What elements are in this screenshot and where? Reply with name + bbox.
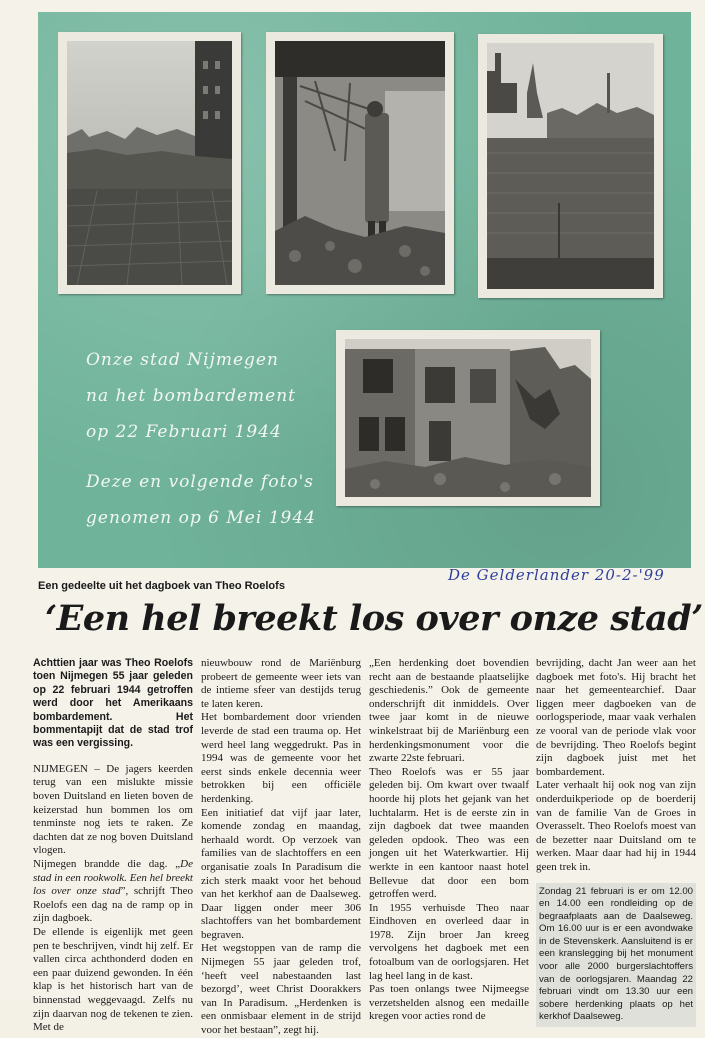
paragraph: NIJMEGEN – De jagers keerden terug van een mislukte missie boven Duitsland en lieten boven de keizerstad hun bommen los om tenminste nog iets te raken. Ze dachten dat ze nog boven Duitsland vlogen.: [33, 762, 193, 857]
handwritten-source-note: De Gelderlander 20-2-'99: [448, 566, 665, 584]
man-in-rubble-photo: [266, 32, 454, 294]
article-kicker: Een gedeelte uit het dagboek van Theo Roelofs: [38, 580, 285, 592]
paragraph: Nijmegen brandde die dag. „De stad in een rookwolk. Een hel breekt los over onze stad”, schrijft Theo Roelofs een dag na de ramp op in zijn dagboek.: [33, 858, 193, 925]
paragraph: bevrijding, dacht Jan weer aan het dagboek met foto's. Hij bracht het naar het gemeentearchief. Daar liggen meer dagboeken van de oorlogsperiode, maar vaak verhalen ze vooral van de periode vlak voor de bevrijding. Theo Roelofs begint zijn dagboek juist met het bombardement.: [536, 657, 696, 778]
article-column-2: [201, 657, 361, 1037]
article-column-1: [33, 657, 193, 1034]
caption-line: Deze en volgende foto's: [86, 472, 315, 492]
article-body: [33, 657, 696, 1037]
article-column-4: [536, 657, 696, 1023]
paragraph: Het wegstoppen van de ramp die Nijmegen 55 jaar geleden trof, ‘heeft veel nabestaanden last bezorgd’, weet Christ Doorakkers van In Paradisum. „Herdenken is een onmisbaar element in de strijd voor het bestaan”, zegt hij.: [201, 942, 361, 1037]
paragraph: Theo Roelofs was er 55 jaar geleden bij. Om kwart over twaalf hoorde hij plots het gejank van het luchtalarm. Het is de eerste zin in zijn dagboek dat twee maanden geleden opdook. Theo was een jongen uit het Waterkwartier. Hij werkte in een kantoor naast hotel Bellevue dat door een bom getroffen werd.: [369, 765, 529, 901]
paragraph: „Een herdenking doet bovendien recht aan de bestaande plaatselijke geschiedenis.” Ook de gemeente onderschrijft dit inmiddels. Over twee jaar komt in de nieuwe winkelstraat bij de Mariënburg een herdenkingsmonument voor die zwarte 22ste februari.: [369, 657, 529, 765]
caption-line: na het bombardement: [86, 386, 297, 406]
paragraph: De ellende is eigenlijk met geen pen te beschrijven, vindt hij zelf. Er vallen circa achthonderd doden en een paar duizend gewonden. In één klap is het historisch hart van de binnenstad weggevaagd. Zelfs nu zijn daarvan nog de tekenen te zien. Met de: [33, 925, 193, 1034]
paragraph: Het bombardement door vrienden leverde de stad een trauma op. Het werd heel lang weggedrukt. Pas in 1994 was de gemeente voor het eerst sinds enkele decennia weer betrokken bij een officiële herdenking.: [201, 711, 361, 805]
commemoration-info-box: Zondag 21 februari is er om 12.00 en 14.00 een rondleiding op de begraafplaats aan de Daalseweg. Om 16.00 uur is er een avondwake in de Stevenskerk. Aansluitend is er een kranslegging bij het monument voor alle 2000 burgerslachtoffers van de oorlogsjaren. Maandag 22 februari vindt om 13.30 uur een sobere herdenking plaats op het kerkhof Daalseweg.: [536, 883, 696, 1028]
paragraph: Later verhaalt hij ook nog van zijn onderduikperiode op de boerderij van de familie Van de Groes in Overasselt. Theo Roelofs moest van de bezetter naar Duitsland om te werken. Maar daar had hij in 1944 geen trek in.: [536, 779, 696, 873]
paragraph: Pas toen onlangs twee Nijmeegse verzetshelden alsnog een medaille kregen voor acties rond de: [369, 983, 529, 1023]
caption-line: op 22 Februari 1944: [86, 422, 282, 442]
caption-line: genomen op 6 Mei 1944: [86, 508, 316, 528]
article-column-3: [369, 657, 529, 1023]
paragraph: nieuwbouw rond de Mariënburg probeert de gemeente weer iets van de intieme sfeer van destijds terug te laten keren.: [201, 657, 361, 710]
paragraph: In 1955 verhuisde Theo naar Eindhoven en overleed daar in 1978. Zijn broer Jan kreeg vervolgens het dagboek met een fotoalbum van de oorlogsjaren. Het lag heel lang in de kast.: [369, 901, 529, 982]
photo-album-page: [38, 12, 691, 568]
handwritten-album-caption: [86, 342, 316, 536]
caption-line: Onze stad Nijmegen: [86, 350, 279, 370]
bombed-house-photo: [336, 330, 600, 506]
ruined-street-photo: [58, 32, 241, 294]
article-headline: ‘Een hel breekt los over onze stad’: [45, 598, 703, 639]
ruined-wall-photo: [478, 34, 663, 298]
article-lead: Achttien jaar was Theo Roelofs toen Nijmegen 55 jaar geleden op 22 februari 1944 getroffen werd door het Amerikaans bombardement. Het bommentapijt dat de stad trof was een vergissing.: [33, 657, 193, 750]
paragraph: Een initiatief dat vijf jaar later, komende zondag en maandag, herhaald wordt. Op verzoek van families van de slachtoffers en een organisatie zoals In Paradisum die zich sterk maakt voor het behoud van het kerkhof aan de Daalseweg. Daar liggen onder meer 306 slachtoffers van het bombardement begraven.: [201, 806, 361, 941]
